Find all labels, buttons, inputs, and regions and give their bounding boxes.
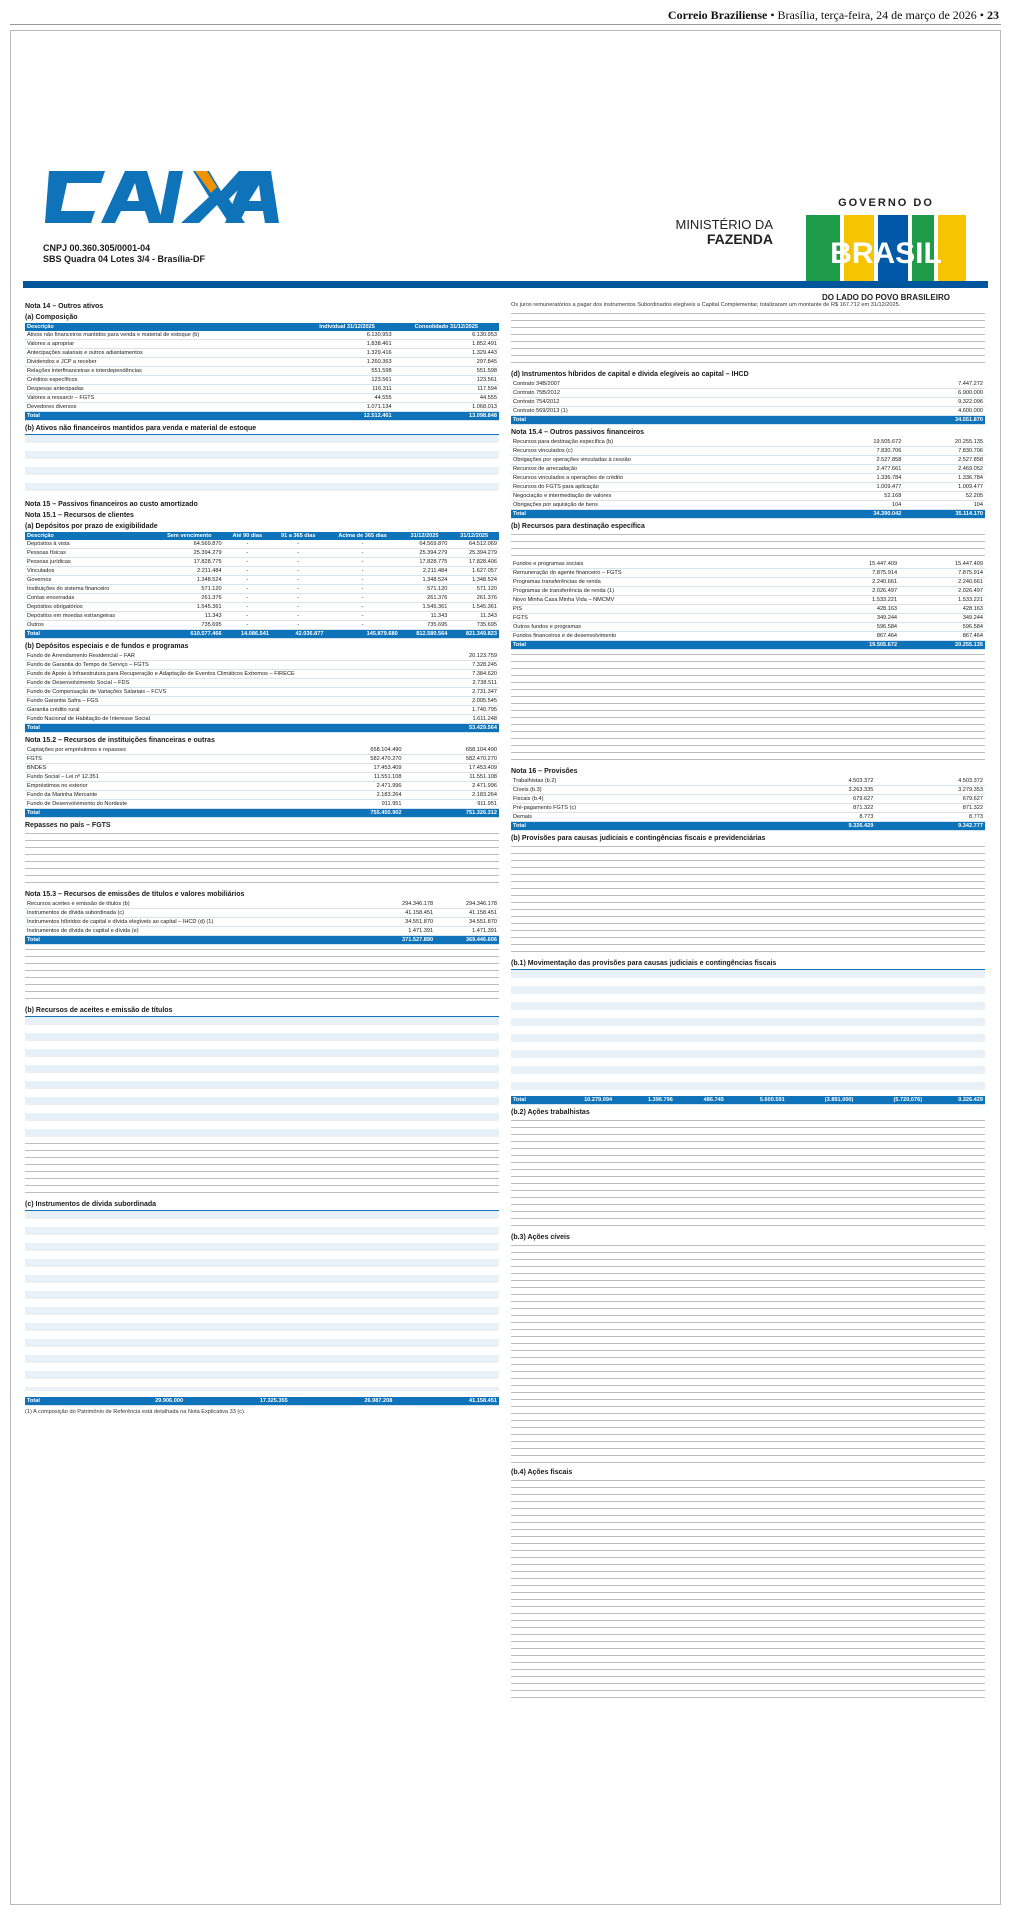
movement-table xyxy=(511,969,985,1090)
table-row: Remuneração do agente financeiro – FGTS 7.875.914 7.875.914 xyxy=(513,570,983,576)
note15-4-title: Nota 15.4 – Outros passivos financeiros xyxy=(511,429,645,436)
contingencies-text xyxy=(511,846,985,956)
table-row: Captações por empréstimos e repasses 658.104.490 658.104.490 xyxy=(27,747,497,753)
table-row: Valores a ressarcir – FGTS 44.555 44.555 xyxy=(27,395,497,401)
table-row: Trabalhistas (b.2) 4.503.372 4.503.372 xyxy=(513,778,983,784)
special-deposits-table xyxy=(25,652,499,733)
labor-text xyxy=(511,1120,985,1230)
header-divider xyxy=(23,281,988,288)
table-row: Fundo da Marinha Mercante 2.183.264 2.183.264 xyxy=(27,792,497,798)
table-row: Programas transferências de renda 2.240.661 2.240.661 xyxy=(513,579,983,585)
total-row: Total 53.429.564 xyxy=(27,725,497,731)
letters-title: (b) Recursos de aceites e emissão de títulos xyxy=(25,1007,173,1014)
table-row: Fundo de Compensação de Variações Salariais – FCVS 2.731.347 xyxy=(27,689,497,695)
table-row: FGTS 582.470.270 582.470.270 xyxy=(27,756,497,762)
table-row: Relações interfinanceiras e interdependências 551.598 551.598 xyxy=(27,368,497,374)
fgts-transfers-text xyxy=(25,833,499,887)
note15-1-title: Nota 15.1 – Recursos de clientes xyxy=(25,512,134,519)
total-row: Total 29.906.000 17.325.355 26.987.208 41.158.451 xyxy=(27,1398,497,1404)
dateline: Brasília, terça-feira, 24 de março de 2026 xyxy=(777,8,977,22)
table-row: Recursos vinculados a operações de crédito 1.336.784 1.336.784 xyxy=(513,475,983,481)
table-row: Fundo de Arrendamento Residencial – FAR 20.123.759 xyxy=(27,653,497,659)
table-row: Cíveis (b.3) 3.263.335 3.279.353 xyxy=(513,787,983,793)
foreign-titles-text xyxy=(25,1143,499,1197)
table-row: Outros fundos e programas 596.584 596.584 xyxy=(513,624,983,630)
note15-3-title: Nota 15.3 – Recursos de emissões de títulos e valores mobiliários xyxy=(25,891,245,898)
col-over-365: Acima de 365 dias xyxy=(325,532,399,540)
subordinated-table xyxy=(25,1210,499,1391)
destination-title: (b) Recursos para destinação específica xyxy=(511,523,645,530)
total-row: Total 19.505.672 20.255.135 xyxy=(513,642,983,648)
address: SBS Quadra 04 Lotes 3/4 - Brasília-DF xyxy=(43,254,206,264)
header-rule xyxy=(10,24,1001,25)
table-row: Outros 735.695 - - - 735.695 735.695 xyxy=(27,622,497,628)
table-row: Créditos específicos 123.561 123.561 xyxy=(27,377,497,383)
other-liabilities-table xyxy=(511,438,985,519)
table-row: Pré-pagamento FGTS (c) 871.322 871.322 xyxy=(513,805,983,811)
table-row: Depósitos à vista 64.569.870 - - - 64.569.870 64.512.069 xyxy=(27,541,497,547)
table-row: Devedores diversos 1.071.134 1.068.013 xyxy=(27,404,497,410)
note14-title: Nota 14 – Outros ativos xyxy=(25,303,104,310)
cnpj-number: CNPJ 00.360.305/0001-04 xyxy=(43,243,151,253)
table-row: Pessoas físicas 25.394.279 - - - 25.394.279 25.394.279 xyxy=(27,550,497,556)
deposits-table xyxy=(25,532,499,639)
col-365: 91 a 365 dias xyxy=(271,532,325,540)
table-row: Obrigações por operações vinculadas à cessão 2.527.858 2.527.858 xyxy=(513,457,983,463)
total-row: Total 10.279.094 1.396.796 486.745 5.600.591 (3.891.000) (5.720.076) 9.326.429 xyxy=(513,1097,983,1103)
table-row: Vinculados 2.211.484 - - - 2.211.484 1.627.057 xyxy=(27,568,497,574)
ministry-line1: MINISTÉRIO DA xyxy=(675,217,773,232)
civil-title: (b.3) Ações cíveis xyxy=(511,1234,570,1241)
table-row: Obrigações por aquisição de bens 104 104 xyxy=(513,502,983,508)
destination-table xyxy=(511,560,985,650)
other-assets-table xyxy=(25,323,499,421)
table-row: Contrato 34B/2007 7.447.272 xyxy=(513,381,983,387)
table-row: Contas encerradas 261.376 - - - 261.376 261.376 xyxy=(27,595,497,601)
fgts-transfers-title: Repasses no país – FGTS xyxy=(25,822,111,829)
table-row: Instituições do sistema financeiro 571.120 - - - 571.120 571.120 xyxy=(27,586,497,592)
table-row: Contrato 75B/2012 6.900.000 xyxy=(513,390,983,396)
table-row: Fundo Nacional de Habitação de Interesse Social 1.611.248 xyxy=(27,716,497,722)
col-desc: Descrição xyxy=(25,532,155,540)
table-row: Garantia crédito rural 1.740.795 xyxy=(27,707,497,713)
table-row: Depósitos em moedas estrangeiras 11.343 - - - 11.343 11.343 xyxy=(27,613,497,619)
table-row: Fiscais (b.4) 679.627 679.627 xyxy=(513,796,983,802)
interest-intro: Os juros remuneratórios a pagar dos instrumentos Subordinados elegíveis a Capital Complementar, totalizaram um montante de R$ 167.712 em 31/12/2025. xyxy=(511,302,901,308)
table-row: Recursos do FGTS para aplicação 1.009.477 1.009.477 xyxy=(513,484,983,490)
header-line: Correio Braziliense • Brasília, terça-feira, 24 de março de 2026 • 23 xyxy=(667,8,999,22)
table-row: Instrumentos de dívida subordinada (c) 41.158.451 41.158.451 xyxy=(27,910,497,916)
tax-title: (b.4) Ações fiscais xyxy=(511,1469,573,1476)
brasil-word: BRASIL xyxy=(830,237,942,270)
reference-note: (1) A composição do Patrimônio de Referência está detalhada na Nota Explicativa 33 (c). xyxy=(25,1409,246,1415)
table-row: Ativos não financeiros mantidos para venda e material de estoque (b) 6.130.953 6.130.953 xyxy=(27,332,497,338)
subordinated-title: (c) Instrumentos de dívida subordinada xyxy=(25,1201,157,1208)
total-row: Total 9.326.429 9.342.777 xyxy=(513,823,983,829)
special-deposits-title: (b) Depósitos especiais e de fundos e programas xyxy=(25,643,189,650)
movement-title: (b.1) Movimentação das provisões para causas judiciais e contingências fiscais xyxy=(511,960,777,967)
table-row: PIS 428.163 428.163 xyxy=(513,606,983,612)
ihcd-title: (d) Instrumentos híbridos de capital e dívida elegíveis ao capital – IHCD xyxy=(511,371,749,378)
left-column xyxy=(25,299,499,1889)
linked-resources-text xyxy=(511,654,985,764)
table-row: FGTS 349.244 349.244 xyxy=(513,615,983,621)
table-row: Instrumentos híbridos de capital e dívida elegíveis ao capital – IHCD (d) (1) 34.551.870 34.551.870 xyxy=(27,919,497,925)
government-logo xyxy=(786,197,986,307)
col-90: Até 90 dias xyxy=(224,532,271,540)
ministry-line2: FAZENDA xyxy=(706,231,773,247)
table-row: Fundo de Desenvolvimento Social – FDS 2.738.511 xyxy=(27,680,497,686)
table-row: Fundo de Garantia do Tempo de Serviço – FGTS 7.328.245 xyxy=(27,662,497,668)
labor-title: (b.2) Ações trabalhistas xyxy=(511,1109,590,1116)
table-row: Recursos de arrecadação 2.477.661 2.469.052 xyxy=(513,466,983,472)
movement-total xyxy=(511,1096,985,1105)
newspaper-name: Correio Braziliense xyxy=(667,8,768,22)
ihcd-table xyxy=(511,380,985,425)
civil-text xyxy=(511,1245,985,1465)
total-row: Total 34.551.870 xyxy=(513,417,983,423)
note15-title: Nota 15 – Passivos financeiros ao custo amortizado xyxy=(25,501,198,508)
table-row: Depósitos obrigatórios 1.545.361 - - - 1.545.361 1.545.361 xyxy=(27,604,497,610)
table-row: Despesas antecipadas 116.311 117.594 xyxy=(27,386,497,392)
ministry-name xyxy=(653,217,773,247)
table-row: Contrato 569/2013 (1) 4.600.000 xyxy=(513,408,983,414)
sponsor-band xyxy=(11,31,1000,302)
col-individual: Individual 31/12/2025 xyxy=(300,323,393,331)
table-row: Recursos vinculados (c) 7.830.706 7.830.706 xyxy=(513,448,983,454)
table-row: Governos 1.348.524 - - - 1.348.524 1.348.524 xyxy=(27,577,497,583)
table-row: BNDES 17.453.409 17.453.409 xyxy=(27,765,497,771)
held-for-sale-table xyxy=(25,434,499,495)
table-row: Recursos para destinação específica (b) 19.505.672 20.255.135 xyxy=(513,439,983,445)
table-row: Novo Minha Casa Minha Vida – NMCMV 1.533.221 1.533.221 xyxy=(513,597,983,603)
table-row: Fundo Social – Lei nº 12.351 11.551.108 11.551.108 xyxy=(27,774,497,780)
table-row: Fundos financeiros e de desenvolvimento 867.464 867.464 xyxy=(513,633,983,639)
institutions-table xyxy=(25,746,499,818)
total-row: Total 34.390.042 35.114.170 xyxy=(513,511,983,517)
page-number: 23 xyxy=(987,8,999,22)
contingencies-title: (b) Provisões para causas judiciais e contingências fiscais e previdenciárias xyxy=(511,835,766,842)
provisions-table xyxy=(511,777,985,831)
note15-2-title: Nota 15.2 – Recursos de instituições financeiras e outras xyxy=(25,737,215,744)
table-row: Contrato 754/2012 9.322.096 xyxy=(513,399,983,405)
table-row: Antecipações salariais e outros adiantamentos 1.329.416 1.329.443 xyxy=(27,350,497,356)
note14b-title: (b) Ativos não financeiros mantidos para venda e material de estoque xyxy=(25,425,257,432)
subordinated-total xyxy=(25,1397,499,1406)
col-individual: 31/12/2025 xyxy=(400,532,450,540)
gov-title: GOVERNO DO xyxy=(838,197,934,209)
total-row: Total 610.577.466 14.086.541 42.036.877 145.879.680 812.580.564 821.349.823 xyxy=(27,631,497,637)
financial-statement-ad xyxy=(10,30,1001,1905)
total-row: Total 12.512.461 13.098.848 xyxy=(27,413,497,419)
deposits-title: (a) Depósitos por prazo de exigibilidade xyxy=(25,523,158,530)
total-row: Total 371.527.890 369.446.606 xyxy=(27,937,497,943)
issuance-notes-text xyxy=(25,949,499,1003)
page-header xyxy=(0,0,1011,30)
destination-text xyxy=(511,534,985,556)
caixa-logo xyxy=(45,161,285,231)
issuances-table xyxy=(25,900,499,945)
table-row: Recursos aceites e emissão de títulos (b) 294.346.178 294.346.178 xyxy=(27,901,497,907)
right-column xyxy=(511,299,985,1889)
note14-composition: (a) Composição xyxy=(25,314,78,321)
note16-title: Nota 16 – Provisões xyxy=(511,768,578,775)
table-row: Instrumentos de dívida de capital e dívida (e) 1.471.391 1.471.391 xyxy=(27,928,497,934)
table-row: Negociação e intermediação de valores 52.168 52.205 xyxy=(513,493,983,499)
table-row: Pessoas jurídicas 17.828.775 - - - 17.828.775 17.828.406 xyxy=(27,559,497,565)
table-row: Fundo de Desenvolvimento do Nordeste 911.951 911.951 xyxy=(27,801,497,807)
table-row: Dividendos e JCP a receber 1.260.363 297.845 xyxy=(27,359,497,365)
col-consolidated: 31/12/2025 xyxy=(449,532,499,540)
letters-table xyxy=(25,1016,499,1137)
total-row: Total 755.450.902 751.326.312 xyxy=(27,810,497,816)
table-row: Demais 8.773 8.773 xyxy=(513,814,983,820)
cnpj-block xyxy=(43,243,205,265)
gov-tagline: DO LADO DO POVO BRASILEIRO xyxy=(821,293,950,302)
col-desc: Descrição xyxy=(25,323,300,331)
table-row: Fundo Garantia Safra – FGS 2.005.545 xyxy=(27,698,497,704)
table-row: Empréstimos no exterior 2.471.996 2.471.996 xyxy=(27,783,497,789)
brasil-wordmark xyxy=(806,213,966,289)
tax-text xyxy=(511,1480,985,1700)
col-consolidated: Consolidado 31/12/2025 xyxy=(394,323,499,331)
table-row: Fundo de Apoio à Infraestrutura para Recuperação e Adaptação de Eventos Climáticos Extremos – FIRECE 7.384.620 xyxy=(27,671,497,677)
table-row: Fundos e programas sociais 15.447.409 15.447.409 xyxy=(513,561,983,567)
col-no-maturity: Sem vencimento xyxy=(155,532,224,540)
table-row: Programas de transferência de renda (1) 2.026.497 2.026.497 xyxy=(513,588,983,594)
hybrid-instruments-text xyxy=(511,313,985,367)
table-row: Valores a apropriar 1.838.461 1.852.491 xyxy=(27,341,497,347)
